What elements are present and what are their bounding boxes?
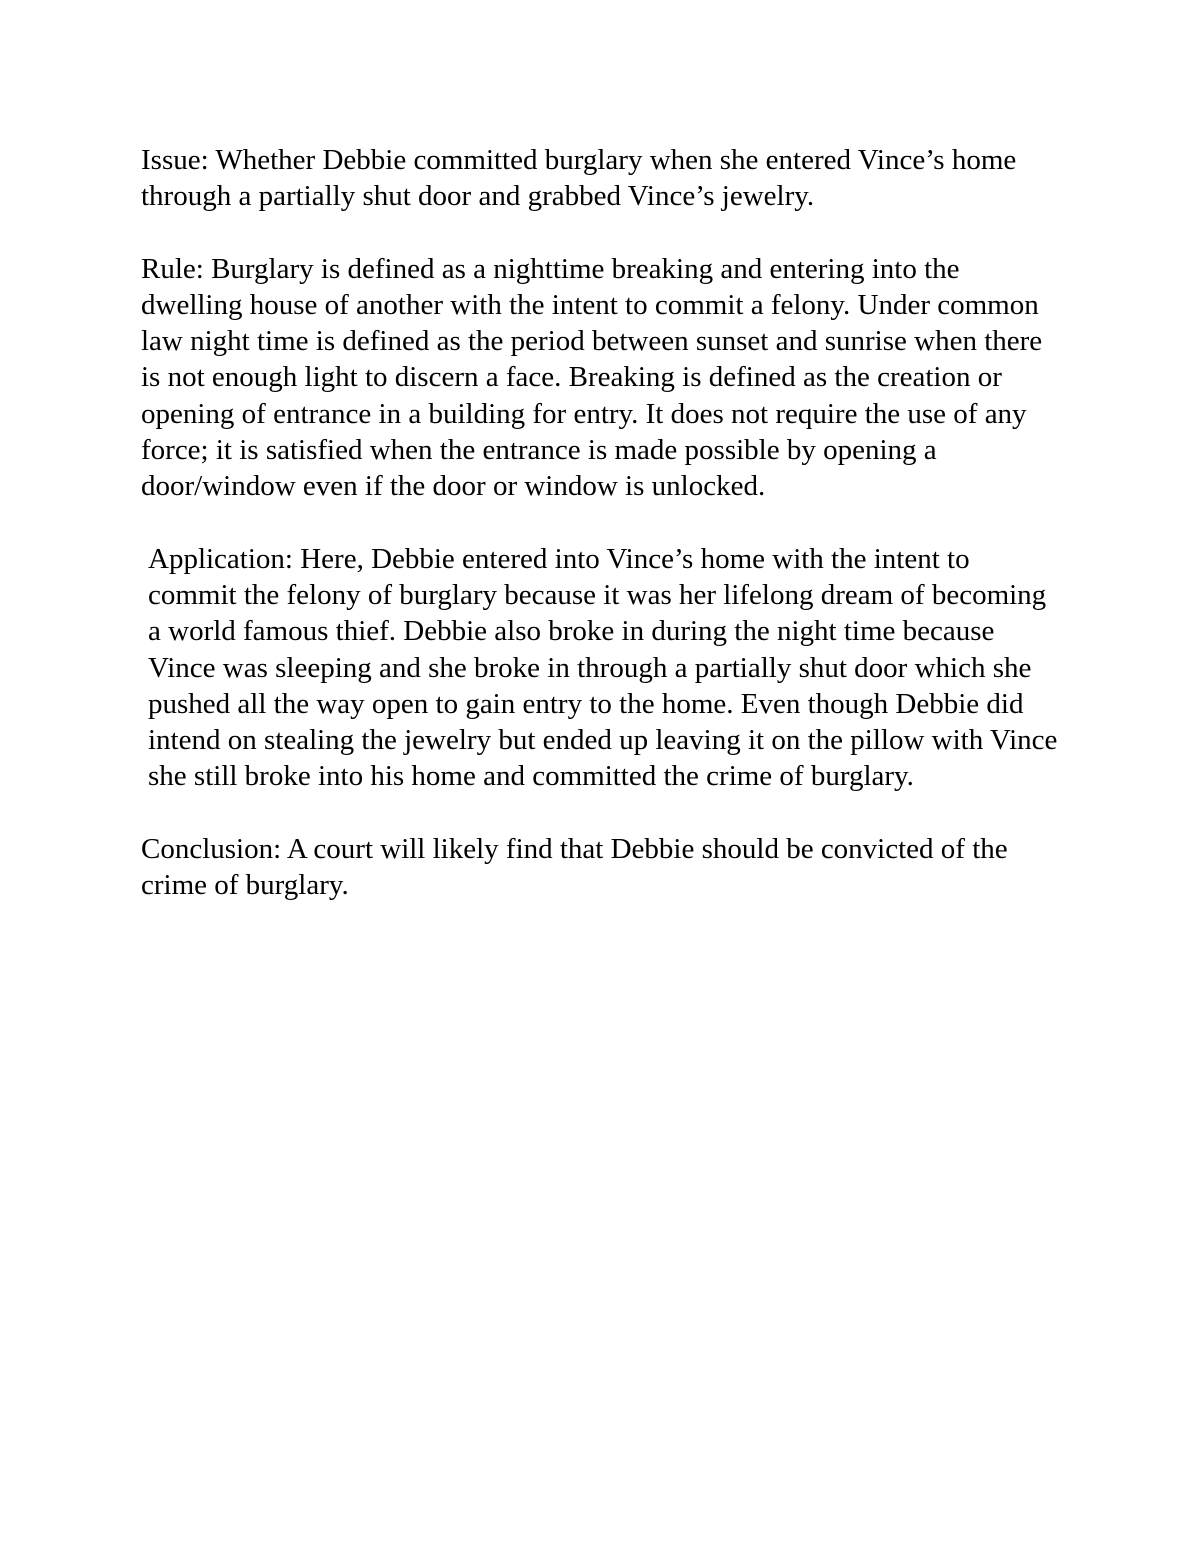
rule-paragraph: Rule: Burglary is defined as a nighttime breaking and entering into the dwelling house of another with the intent to commit a felony. Under common law night time is defined as the period between sunset and sunrise when there is not enough light to discern a face. Breaking is defined as the creation or opening of entrance in a building for entry. It does not require the use of any force; it is satisfied when the entrance is made possible by opening a door/window even if the door or window is unlocked. — [141, 252, 1043, 503]
document-body — [141, 142, 1061, 939]
issue-paragraph: Issue: Whether Debbie committed burglary when she entered Vince’s home through a partially shut door and grabbed Vince’s jewelry. — [141, 144, 1017, 213]
application-paragraph: Application: Here, Debbie entered into Vince’s home with the intent to commit the felony of burglary because it was her lifelong dream of becoming a world famous thief. Debbie also broke in during the night time because Vince was sleeping and she broke in through a partially shut door which she pushed all the way open to gain entry to the home. Even though Debbie did intend on stealing the jewelry but ended up leaving it on the pillow with Vince she still broke into his home and committed the crime of burglary. — [148, 542, 1058, 793]
conclusion-paragraph: Conclusion: A court will likely find that Debbie should be convicted of the crime of burglary. — [141, 832, 1008, 902]
